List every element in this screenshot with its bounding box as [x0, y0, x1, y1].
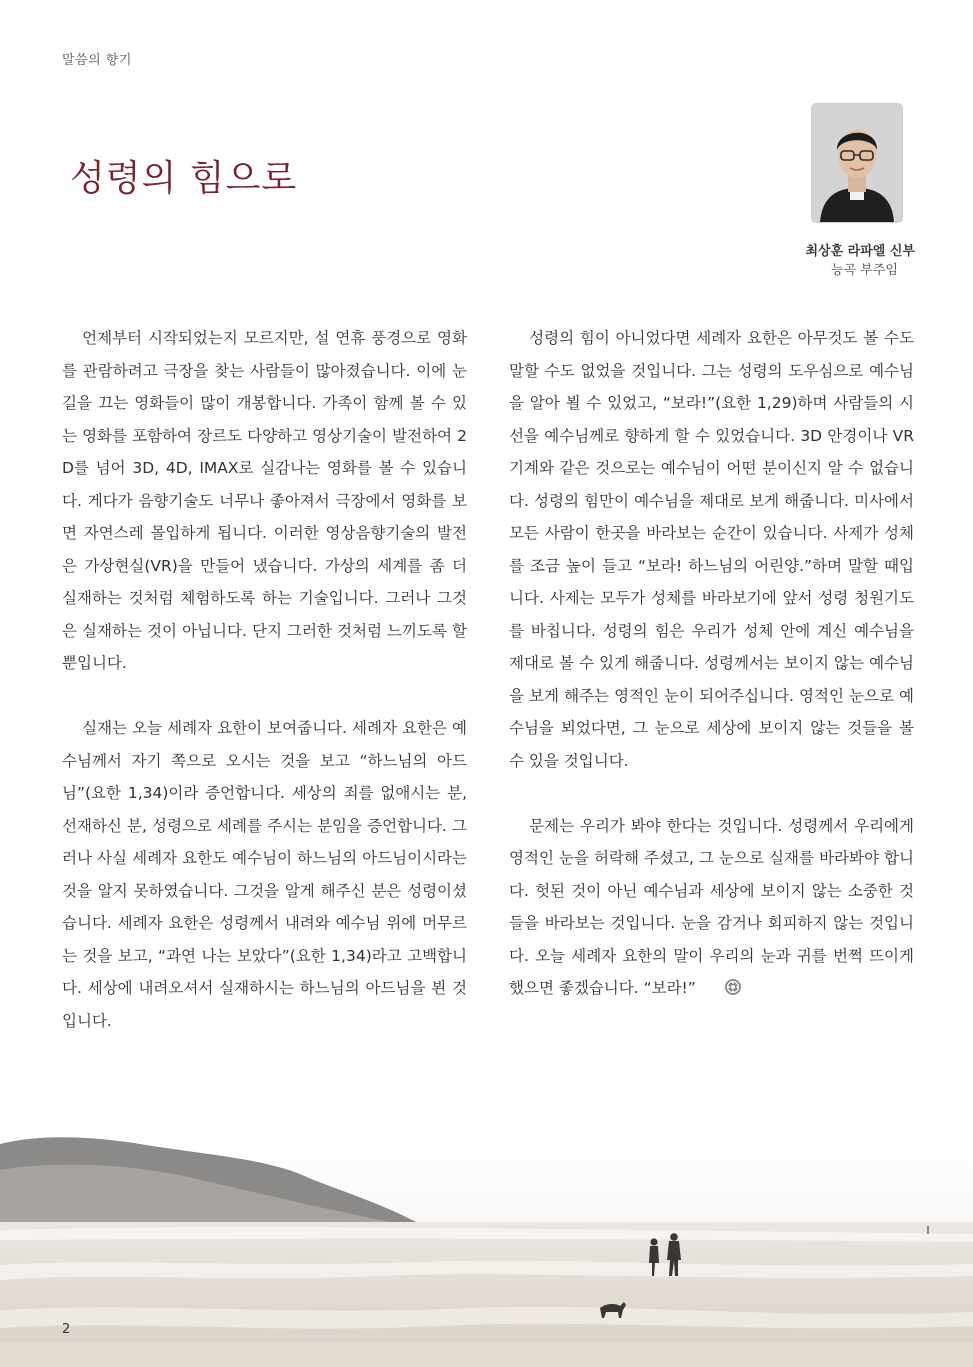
ornament-end-icon	[704, 975, 722, 993]
article-title: 성령의 힘으로	[70, 158, 298, 199]
beach-landscape-image	[0, 1130, 973, 1367]
priest-portrait-image	[812, 104, 902, 222]
body-paragraph-final	[509, 810, 914, 1005]
article-body-right-column	[509, 322, 914, 1037]
author-role: 능곡 부주임	[831, 263, 898, 278]
author-photo	[812, 104, 902, 222]
body-paragraph: 성령의 힘이 아니었다면 세례자 요한은 아무것도 볼 수도 말할 수도 없었을 것입니다. 그는 성령의 도우심으로 예수님을 알아 뵐 수 있었고, “보라!”(요한 1,29)하며 사람들의 시선을 예수님께로 향하게 할 수 있었습니다. 3D 안경이나 VR기계와 같은 것으로는 예수님이 어떤 분이신지 알 수 없습니다. 성령의 힘만이 예수님을 제대로 보게 해줍니다. 미사에서 모든 사람이 한곳을 바라보는 순간이 있습니다. 사제가 성체를 조금 높이 들고 “보라! 하느님의 어린양.”하며 말할 때입니다. 사제는 모두가 성체를 바라보기에 앞서 성령 청원기도를 바칩니다. 성령의 힘은 우리가 성체 안에 계신 예수님을 제대로 볼 수 있게 해줍니다. 성령께서는 보이지 않는 예수님을 보게 해주는 영적인 눈이 되어주십니다. 영적인 눈으로 예수님을 뵈었다면, 그 눈으로 세상에 보이지 않는 것들을 볼 수 있을 것입니다.	[509, 329, 914, 770]
body-paragraph: 언제부터 시작되었는지 모르지만, 설 연휴 풍경으로 영화를 관람하려고 극장을 찾는 사람들이 많아졌습니다. 이에 눈길을 끄는 영화들이 많이 개봉합니다. 가족이 함께 볼 수 있는 영화를 포함하여 장르도 다양하고 영상기술이 발전하여 2D를 넘어 3D, 4D, IMAX로 실감나는 영화를 볼 수 있습니다. 게다가 음향기술도 너무나 좋아져서 극장에서 영화를 보면 자연스레 몰입하게 됩니다. 이러한 영상음향기술의 발전은 가상현실(VR)을 만들어 냈습니다. 가상의 세계를 좀 더 실재하는 것처럼 체험하도록 하는 기술입니다. 그러나 그것은 실재하는 것이 아닙니다. 단지 그러한 것처럼 느끼도록 할 뿐입니다.	[62, 329, 467, 672]
section-label: 말씀의 향기	[62, 53, 132, 68]
author-name: 최상훈 라파엘 신부	[805, 244, 915, 259]
page-number: 2	[62, 1322, 71, 1337]
body-paragraph: 실재는 오늘 세례자 요한이 보여줍니다. 세례자 요한은 예수님께서 자기 쪽으로 오시는 것을 보고 “하느님의 아드님”(요한 1,34)이라 증언합니다. 세상의 죄를 없애시는 분, 선재하신 분, 성령으로 세례를 주시는 분임을 증언합니다. 그러나 사실 세례자 요한도 예수님이 하느님의 아드님이시라는 것을 알지 못하였습니다. 그것을 알게 해주신 분은 성령이셨습니다. 세례자 요한은 성령께서 내려와 예수님 위에 머무르는 것을 보고, “과연 나는 보았다”(요한 1,34)라고 고백합니다. 세상에 내려오셔서 실재하시는 하느님의 아드님을 뵌 것입니다.	[62, 719, 467, 1030]
article-body-left-column	[62, 322, 467, 1070]
body-paragraph-text: 문제는 우리가 봐야 한다는 것입니다. 성령께서 우리에게 영적인 눈을 허락해 주셨고, 그 눈으로 실재를 바라봐야 합니다. 헛된 것이 아닌 예수님과 세상에 보이지 않는 소중한 것들을 바라보는 것입니다. 눈을 감거나 회피하지 않는 것입니다. 오늘 세례자 요한의 말이 우리의 눈과 귀를 번쩍 뜨이게 했으면 좋겠습니다. “보라!”	[509, 816, 914, 997]
